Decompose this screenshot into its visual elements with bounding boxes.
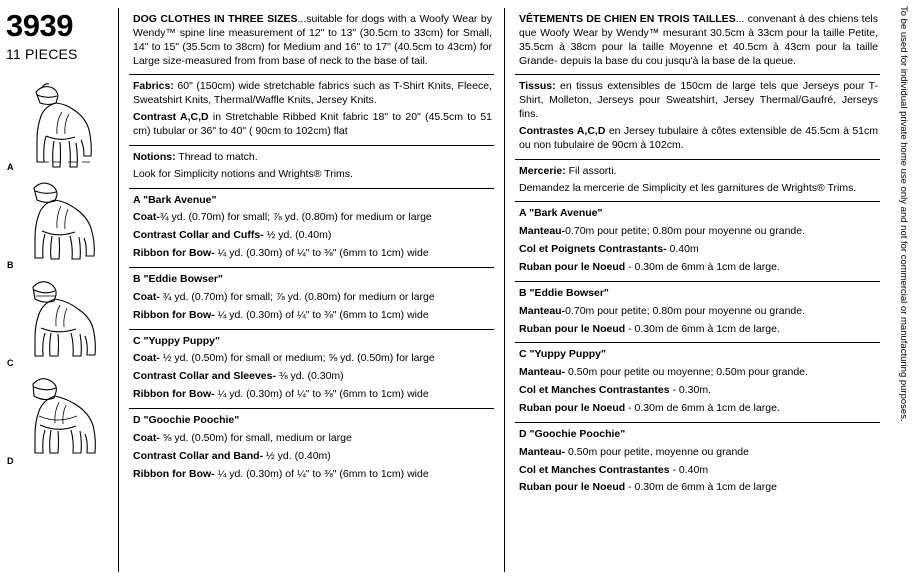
copyright-text: To be used for individual private home use only and not for commercial or manufacturing purposes. — [898, 6, 909, 422]
french-view-d-line0-label: Manteau- — [519, 445, 566, 458]
french-notions-line2: Demandez la mercerie de Simplicity et les garnitures de Wrights® Trims. — [519, 181, 857, 194]
french-view-c-line0-label: Manteau- — [519, 366, 566, 379]
english-contrast-text: in Stretchable Ribbed Knit fabric 18" to 20" (45.5cm to 51 cm) tubular or 36" to 40" ( 90cm to 102cm) flat — [133, 111, 493, 138]
english-view-b-line0-text: ¾ yd. (0.70m) for small; ⅞ yd. (0.80m) for medium or large — [159, 290, 435, 303]
french-intro-block — [515, 8, 880, 75]
french-view-b-title: B "Eddie Bowser" — [519, 286, 609, 299]
french-contrast-text: en Jersey tubulaire à côtes extensible de 45.5cm à 51cm ou non tubulaire de 90cm à 102cm. — [519, 125, 878, 151]
view-label-b: B — [7, 260, 14, 270]
english-fabrics-label: Fabrics: — [133, 80, 174, 93]
copyright-notice — [895, 0, 913, 564]
dog-coat-view-a-icon — [6, 78, 118, 172]
french-view-b-line0-text: 0.70m pour petite; 0.80m pour moyenne ou grande. — [565, 304, 805, 317]
english-view-a-title: A "Bark Avenue" — [133, 193, 217, 206]
french-view-d-line0-text: 0.50m pour petite, moyenne ou grande — [565, 445, 749, 458]
english-fabrics-text: 60" (150cm) wide stretchable fabrics such as T-Shirt Knits, Fleece, Sweatshirt Knits, Thermal/Waffle Knits, Jersey Knits. — [133, 80, 492, 107]
french-view-a-line0-label: Manteau- — [519, 225, 566, 238]
french-view-c-line1-text: - 0.30m. — [669, 384, 711, 397]
english-view-d-line0-label: Coat- — [133, 431, 160, 444]
french-view-a-line0-text: 0.70m pour petite; 0.80m pour moyenne ou grande. — [565, 225, 805, 238]
view-illustration-a — [6, 78, 118, 174]
english-view-c-block — [129, 330, 494, 409]
french-view-b-line0-label: Manteau- — [519, 304, 566, 317]
english-view-d-line2-text: ¼ yd. (0.30m) of ¼" to ⅜" (6mm to 1cm) wide — [214, 467, 429, 480]
english-view-a-line2-text: ¼ yd. (0.30m) of ¼" to ⅜" (6mm to 1cm) wide — [214, 247, 429, 260]
english-notions-block — [129, 146, 494, 189]
french-view-d-block — [515, 423, 880, 501]
english-view-b-block — [129, 268, 494, 330]
english-view-a-line0-text: ¾ yd. (0.70m) for small; ⅞ yd. (0.80m) for medium or large — [159, 211, 432, 224]
english-view-a-block — [129, 189, 494, 268]
english-view-c-line0-label: Coat- — [133, 352, 160, 365]
french-intro-text: ... convenant à des chiens tels que Woofy Wear by Wendy™ mesurant 30.5cm à 33cm pour la taille Petite, 35.5cm à 38cm pour la taille Moyenne et 40.5cm à 43cm pour la taille Grande- depuis la base du cou jusqu'à la base de la queue. — [519, 13, 878, 67]
french-fabrics-block — [515, 75, 880, 159]
french-view-b-line1-label: Ruban pour le Noeud — [519, 322, 626, 335]
view-label-c: C — [7, 358, 14, 368]
french-view-a-line1-text: 0.40m — [666, 243, 699, 256]
french-view-d-title: D "Goochie Poochie" — [519, 427, 626, 440]
french-notions-text: Fil assorti. — [565, 164, 617, 177]
illustration-column — [0, 8, 118, 572]
french-view-c-line2-text: - 0.30m de 6mm à 1cm de large. — [625, 402, 780, 415]
view-label-a: A — [7, 162, 14, 172]
french-fabrics-label: Tissus: — [519, 80, 556, 93]
english-view-c-title: C "Yuppy Puppy" — [133, 334, 220, 347]
french-fabrics-text: en tissus extensibles de 150cm de large tels que Jerseys pour T-Shirt, Molleton, Jerseys pour Sweatshirt, Jersey Thermal/Gaufré, Jerseys fins. — [519, 80, 878, 121]
piece-count: 11 PIECES — [6, 46, 78, 62]
english-view-b-line1-label: Ribbon for Bow- — [133, 308, 215, 321]
english-view-d-line1-text: ½ yd. (0.40m) — [263, 449, 331, 462]
pattern-number: 3939 — [6, 8, 73, 43]
french-view-d-line1-text: - 0.40m — [669, 463, 709, 476]
english-view-c-line2-text: ¼ yd. (0.30m) of ¼" to ⅜" (6mm to 1cm) wide — [214, 388, 429, 401]
english-view-c-line0-text: ½ yd. (0.50m) for small or medium; ⅝ yd. (0.50m) for large — [159, 352, 435, 365]
english-notions-text: Thread to match. — [175, 150, 258, 163]
view-illustration-c — [6, 274, 118, 370]
french-view-c-line0-text: 0.50m pour petite ou moyenne; 0.50m pour grande. — [565, 366, 808, 379]
english-view-d-block — [129, 409, 494, 487]
french-view-c-line2-label: Ruban pour le Noeud — [519, 402, 626, 415]
english-view-d-line2-label: Ribbon for Bow- — [133, 467, 215, 480]
french-notions-block — [515, 160, 880, 203]
french-notions-label: Mercerie: — [519, 164, 566, 177]
dog-coat-view-c-icon — [6, 274, 118, 368]
french-column — [504, 8, 890, 572]
english-view-a-line1-text: ½ yd. (0.40m) — [263, 229, 332, 242]
english-view-c-line1-label: Contrast Collar and Sleeves- — [133, 370, 276, 383]
content-grid — [0, 8, 890, 572]
english-view-a-line1-label: Contrast Collar and Cuffs- — [133, 229, 264, 242]
english-view-d-line1-label: Contrast Collar and Band- — [133, 449, 264, 462]
english-view-d-title: D "Goochie Poochie" — [133, 414, 240, 427]
english-view-b-title: B "Eddie Bowser" — [133, 273, 223, 286]
english-view-c-line1-text: ⅜ yd. (0.30m) — [275, 370, 344, 383]
french-contrast-label: Contrastes A,C,D — [519, 125, 606, 138]
english-contrast-label: Contrast A,C,D — [133, 111, 209, 124]
view-illustration-d — [6, 372, 118, 468]
english-notions-line2: Look for Simplicity notions and Wrights® Trims. — [133, 167, 353, 180]
french-view-d-line1-label: Col et Manches Contrastantes — [519, 463, 670, 476]
view-label-d: D — [7, 456, 14, 466]
view-illustration-b — [6, 176, 118, 272]
english-view-a-line2-label: Ribbon for Bow- — [133, 247, 215, 260]
french-view-b-line1-text: - 0.30m de 6mm à 1cm de large. — [625, 322, 780, 335]
french-view-a-title: A "Bark Avenue" — [519, 207, 603, 220]
english-column — [118, 8, 504, 572]
dog-coat-view-d-icon — [6, 372, 118, 466]
french-intro-title: VÊTEMENTS DE CHIEN EN TROIS TAILLES — [519, 13, 736, 25]
french-view-d-line2-text: - 0.30m de 6mm à 1cm de large — [625, 481, 777, 494]
french-view-a-block — [515, 202, 880, 281]
english-intro-text: ...suitable for dogs with a Woofy Wear by Wendy™ spine line measurement of 12" to 13" (30.5cm to 33cm) for Small, 14" to 15" (35.5cm to 38cm) for Medium and 16" to 17" (40.5cm to 43cm) for Large size-measured from from base of neck to the base of tail. — [133, 13, 492, 67]
english-intro-block — [129, 8, 494, 75]
english-intro-title: DOG CLOTHES IN THREE SIZES — [133, 13, 298, 25]
french-view-c-line1-label: Col et Manches Contrastantes — [519, 384, 670, 397]
french-view-c-block — [515, 343, 880, 422]
english-fabrics-block — [129, 75, 494, 145]
french-view-d-line2-label: Ruban pour le Noeud — [519, 481, 626, 494]
english-view-a-line0-label: Coat- — [133, 211, 160, 224]
french-view-c-title: C "Yuppy Puppy" — [519, 348, 606, 361]
french-view-a-line2-label: Ruban pour le Noeud — [519, 261, 626, 274]
view-illustrations — [6, 78, 118, 468]
english-notions-label: Notions: — [133, 150, 176, 163]
french-view-a-line2-text: - 0.30m de 6mm à 1cm de large. — [625, 261, 780, 274]
english-view-d-line0-text: ⅝ yd. (0.50m) for small, medium or large — [159, 431, 352, 444]
english-view-c-line2-label: Ribbon for Bow- — [133, 388, 215, 401]
english-view-b-line0-label: Coat- — [133, 290, 160, 303]
french-view-b-block — [515, 282, 880, 344]
french-view-a-line1-label: Col et Poignets Contrastants- — [519, 243, 667, 256]
english-view-b-line1-text: ¼ yd. (0.30m) of ¼" to ⅜" (6mm to 1cm) wide — [214, 308, 429, 321]
dog-coat-view-b-icon — [6, 176, 118, 270]
